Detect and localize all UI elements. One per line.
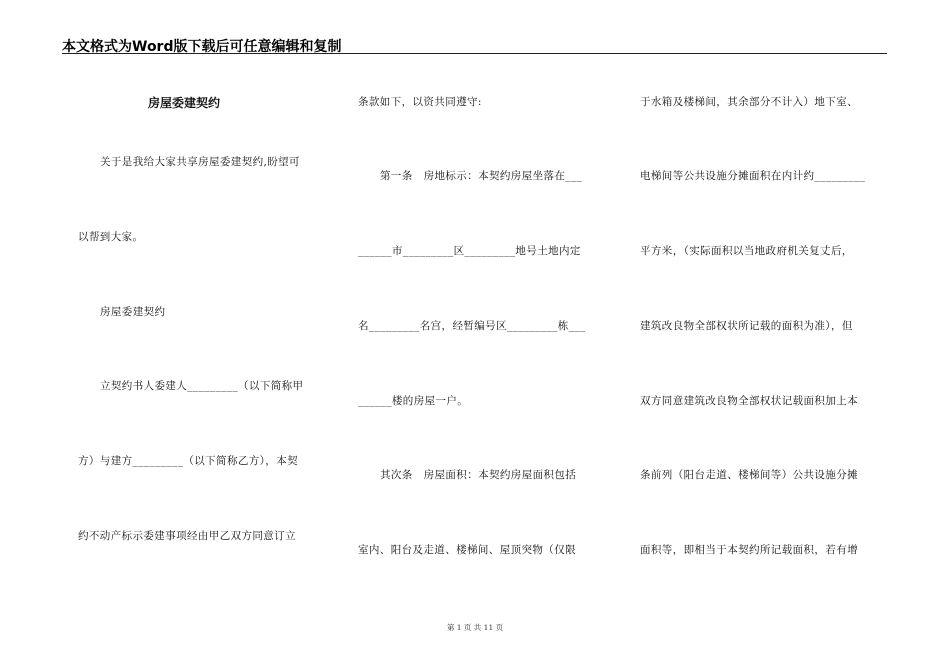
paragraph-line: 电梯间等公共设施分摊面积在内计约_________ [640, 170, 866, 182]
paragraph-line: 条前列（阳台走道、楼梯间等）公共设施分摊 [640, 469, 858, 481]
paragraph-line: 立契约书人委建人_________（以下简称甲 [100, 380, 304, 392]
header-divider [62, 53, 887, 54]
paragraph-line: 双方同意建筑改良物全部权状记载面积加上本 [640, 395, 858, 407]
paragraph-line: 建筑改良物全部权状所记载的面积为准），但 [640, 320, 853, 332]
paragraph-line: 关于是我给大家共享房屋委建契约,盼望可 [100, 156, 300, 168]
paragraph-line: ______楼的房屋一户。 [358, 395, 469, 407]
paragraph-line: 面积等，即相当于本契约所记载面积，若有增 [640, 544, 858, 556]
paragraph-line: 室内、阳台及走道、楼梯间、屋顶突物（仅限 [358, 544, 576, 556]
document-header-title: 本文格式为Word版下载后可任意编辑和复制 [62, 39, 342, 55]
paragraph-line: 条款如下，以资共同遵守: [358, 96, 482, 108]
paragraph-line: 房屋委建契约 [100, 306, 166, 318]
paragraph-line: 方）与建方_________（以下简称乙方），本契 [78, 455, 298, 467]
paragraph-line: 名_________名宫，经暂编号区_________栋___ [358, 320, 586, 332]
paragraph-line: 以帮到大家。 [78, 231, 144, 243]
page-number-footer: 第 1 页 共 11 页 [446, 623, 504, 632]
paragraph-line: 第一条 房地标示：本契约房屋坐落在___ [380, 170, 583, 182]
paragraph-line: ______市_________区_________地号土地内定 [358, 245, 581, 257]
paragraph-line: 其次条 房屋面积：本契约房屋面积包括 [380, 469, 577, 481]
paragraph-line: 于水箱及楼梯间，其余部分不计入）地下室、 [640, 96, 858, 108]
document-title: 房屋委建契约 [148, 96, 221, 110]
paragraph-line: 平方米，（实际面积以当地政府机关复丈后， [640, 245, 853, 257]
paragraph-line: 约不动产标示委建事项经由甲乙双方同意订立 [78, 530, 296, 542]
